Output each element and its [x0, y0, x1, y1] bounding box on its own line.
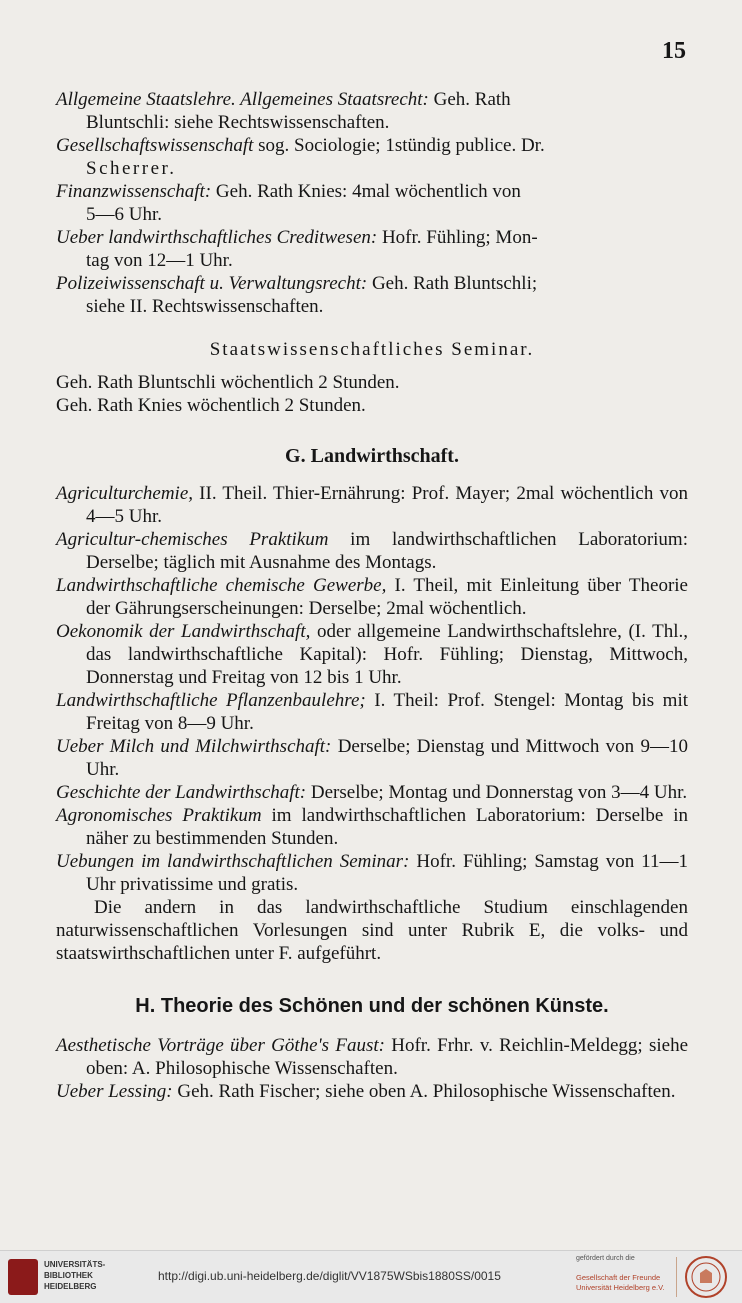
- footer-bar: [0, 1250, 742, 1303]
- course-info: Hofr. Fühling; Mon-: [377, 227, 538, 248]
- section-g-note: Die andern in das landwirthschaftliche Studium einschlagenden naturwissenschaftlichen Vorlesungen sind unter Rubrik E, die volks- und staatswirthschaftlichen unter F. aufgeführt.: [56, 897, 688, 964]
- course-info: im landwirthschaftlichen Laboratorium: Derselbe; täglich mit Ausnahme des Montags.: [86, 529, 688, 573]
- text-block: [56, 88, 688, 1103]
- course-entry: [56, 226, 688, 272]
- course-info: Geh. Rath Knies: 4mal wöchentlich von: [211, 181, 521, 202]
- seminar-line: Geh. Rath Knies wöchentlich 2 Stunden.: [56, 395, 366, 416]
- course-title: Polizeiwissenschaft u. Verwaltungsrecht:: [56, 273, 368, 294]
- course-info: Geh. Rath Fischer; siehe oben A. Philosophische Wissenschaften.: [172, 1081, 676, 1102]
- course-info: I. Theil: Prof. Stengel: Montag bis mit Freitag von 8—9 Uhr.: [86, 690, 688, 734]
- course-title: Agronomisches Praktikum: [56, 805, 262, 826]
- course-entry: [56, 574, 688, 620]
- university-seal-icon: [684, 1255, 728, 1299]
- course-info-cont: 5—6 Uhr.: [86, 204, 162, 225]
- sponsor-name-line: Gesellschaft der Freunde: [576, 1273, 661, 1282]
- course-title: Oekonomik der Landwirthschaft,: [56, 621, 311, 642]
- course-title: Ueber landwirthschaftliches Creditwesen:: [56, 227, 378, 248]
- sponsor-name-line: Universität Heidelberg e.V.: [576, 1283, 665, 1292]
- course-entry: [56, 850, 688, 896]
- course-entry: [56, 735, 688, 781]
- sponsor-name: [576, 1273, 665, 1293]
- section-g-heading: G. Landwirthschaft.: [285, 445, 459, 467]
- course-info: II. Theil. Thier-Ernährung: Prof. Mayer; 2mal wöchentlich von 4—5 Uhr.: [86, 483, 688, 527]
- course-entry: [56, 272, 688, 318]
- course-entry: [56, 1080, 688, 1103]
- library-name-line: HEIDELBERG: [44, 1282, 97, 1291]
- course-entry: [56, 1034, 688, 1080]
- course-entry: [56, 482, 688, 528]
- course-info: Derselbe; Montag und Donnerstag von 3—4 Uhr.: [306, 782, 688, 803]
- course-entry: [56, 804, 688, 850]
- course-info: oder allgemeine Landwirthschaftslehre, (I. Thl., das landwirthschaftliche Kapital): Hofr. Fühling; Dienstag, Mittwoch, Donnerstag und Freitag von 12 bis 1 Uhr.: [86, 621, 688, 688]
- course-entry: [56, 620, 688, 689]
- seminar-line: Geh. Rath Bluntschli wöchentlich 2 Stunden.: [56, 372, 400, 393]
- course-entry: [56, 134, 688, 180]
- permalink-url[interactable]: http://digi.ub.uni-heidelberg.de/diglit/VV1875WSbis1880SS/0015: [158, 1269, 501, 1283]
- course-title: Agricultur-chemisches Praktikum: [56, 529, 329, 550]
- course-title: Landwirthschaftliche chemische Gewerbe,: [56, 575, 387, 596]
- course-info: im landwirthschaftlichen Laboratorium: Derselbe in näher zu bestimmenden Stunden.: [86, 805, 688, 849]
- university-library-logo-icon: [8, 1259, 38, 1295]
- section-h-heading: H. Theorie des Schönen und der schönen Künste.: [135, 995, 609, 1017]
- course-info: Hofr. Fühling; Samstag von 11—1 Uhr privatissime und gratis.: [86, 851, 688, 895]
- course-info-cont: tag von 12—1 Uhr.: [86, 250, 233, 271]
- course-entry: [56, 528, 688, 574]
- course-title: Uebungen im landwirthschaftlichen Seminar:: [56, 851, 410, 872]
- course-title: Ueber Milch und Milchwirthschaft:: [56, 736, 332, 757]
- library-name-line: UNIVERSITÄTS-: [44, 1260, 106, 1269]
- library-name-line: BIBLIOTHEK: [44, 1271, 93, 1280]
- course-info-cont: Scherrer.: [86, 158, 177, 179]
- course-info: Geh. Rath Bluntschli;: [367, 273, 538, 294]
- course-title: Landwirthschaftliche Pflanzenbaulehre;: [56, 690, 366, 711]
- library-name: [44, 1259, 105, 1292]
- seminar-heading: Staatswissenschaftliches Seminar.: [209, 339, 535, 360]
- course-entry: [56, 88, 688, 134]
- course-title: Allgemeine Staatslehre. Allgemeines Staatsrecht:: [56, 89, 429, 110]
- sponsor-divider: [676, 1257, 677, 1297]
- course-entry: [56, 781, 688, 804]
- course-info: Hofr. Frhr. v. Reichlin-Meldegg; siehe oben: A. Philosophische Wissenschaften.: [86, 1035, 689, 1079]
- course-info-cont: siehe II. Rechtswissenschaften.: [86, 296, 324, 317]
- page-number: 15: [662, 38, 686, 64]
- course-title: Finanzwissenschaft:: [56, 181, 212, 202]
- course-info: Geh. Rath: [428, 89, 511, 110]
- course-info: sog. Sociologie; 1stündig publice. Dr.: [253, 135, 545, 156]
- course-entry: [56, 689, 688, 735]
- course-info: Derselbe; Dienstag und Mittwoch von 9—10 Uhr.: [86, 736, 688, 780]
- course-title: Agriculturchemie,: [56, 483, 194, 504]
- course-info: I. Theil, mit Einleitung über Theorie der Gährungserscheinungen: Derselbe; 2mal wöchentlich.: [86, 575, 688, 619]
- course-info-cont: Bluntschli: siehe Rechtswissenschaften.: [86, 112, 390, 133]
- course-title: Aesthetische Vorträge über Göthe's Faust:: [56, 1035, 385, 1056]
- course-entry: [56, 180, 688, 226]
- course-title: Gesellschaftswissenschaft: [56, 135, 254, 156]
- sponsor-label: gefördert durch die: [576, 1255, 635, 1262]
- course-title: Geschichte der Landwirthschaft:: [56, 782, 307, 803]
- course-title: Ueber Lessing:: [56, 1081, 173, 1102]
